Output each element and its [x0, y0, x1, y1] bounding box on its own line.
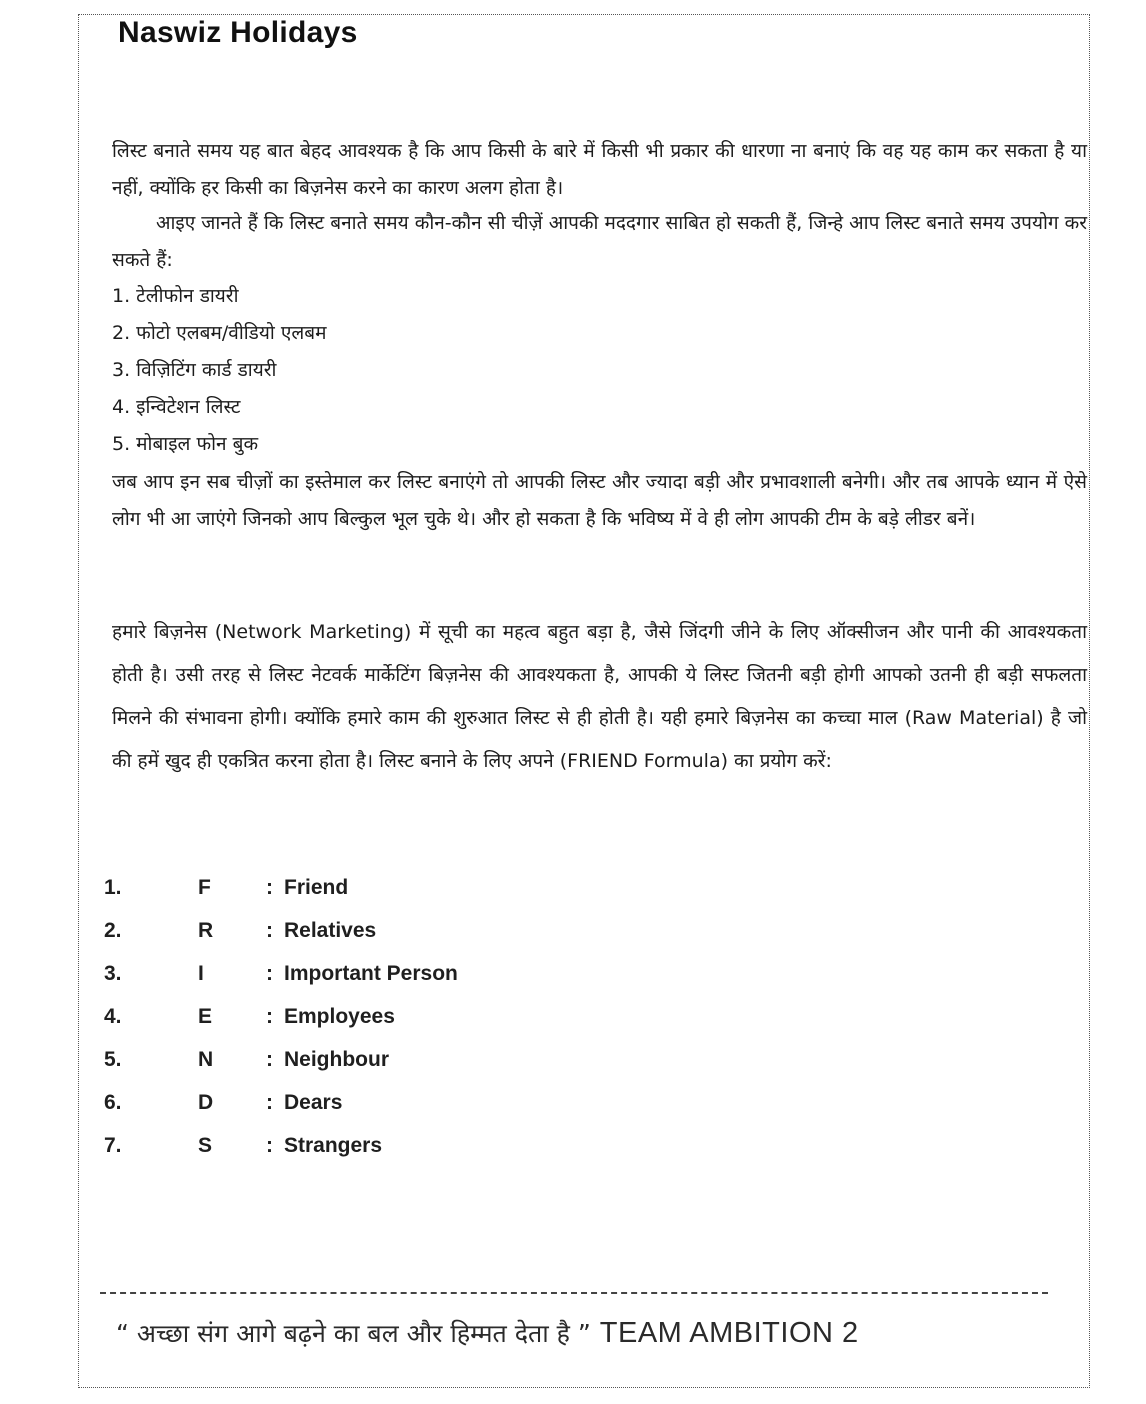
page-title: Naswiz Holidays	[118, 16, 358, 49]
friend-formula-item	[104, 1038, 624, 1081]
item-colon: :	[266, 1134, 273, 1157]
item-word: Dears	[284, 1091, 343, 1114]
item-word: Neighbour	[284, 1048, 389, 1071]
source-list	[112, 278, 326, 463]
paragraph-intro: लिस्ट बनाते समय यह बात बेहद आवश्यक है कि आप किसी के बारे में किसी भी प्रकार की धारणा ना बनाएं कि वह यह काम कर सकता है या नहीं, क्योंकि हर किसी का बिज़नेस करने का कारण अलग होता है।	[112, 140, 1087, 199]
footer-divider	[100, 1292, 1048, 1294]
item-number: 6.	[104, 1091, 122, 1114]
friend-formula-list	[104, 866, 624, 1167]
friend-formula-item	[104, 866, 624, 909]
item-number: 5.	[104, 1048, 122, 1071]
item-colon: :	[266, 876, 273, 899]
item-letter: F	[198, 876, 211, 899]
item-number: 2.	[104, 919, 122, 942]
friend-formula-item	[104, 1124, 624, 1167]
item-colon: :	[266, 1048, 273, 1071]
list-item: 2. फोटो एलबम/वीडियो एलबम	[112, 322, 327, 344]
footer-team-name: TEAM AMBITION 2	[599, 1317, 859, 1349]
item-letter: R	[198, 919, 214, 942]
list-item: 1. टेलीफोन डायरी	[112, 285, 239, 307]
item-letter: I	[198, 962, 204, 985]
item-word: Strangers	[284, 1134, 383, 1157]
item-word: Employees	[284, 1005, 395, 1028]
item-colon: :	[266, 1005, 273, 1028]
paragraph-list-sources: आइए जानते हैं कि लिस्ट बनाते समय कौन-कौन सी चीज़ें आपकी मददगार साबित हो सकती हैं, जिन्हे आप लिस्ट बनाते समय उपयोग कर सकते हैं:	[112, 212, 1087, 271]
item-colon: :	[266, 919, 273, 942]
paragraph-list-benefit: जब आप इन सब चीज़ों का इस्तेमाल कर लिस्ट बनाएंगे तो आपकी लिस्ट और ज्यादा बड़ी और प्रभावशाली बनेगी। और तब आपके ध्यान में ऐसे लोग भी आ जाएंगे जिनको आप बिल्कुल भूल चुके थे। और हो सकता है कि भविष्य में वे ही लोग आपकी टीम के बड़े लीडर बनें।	[112, 471, 1087, 530]
item-colon: :	[266, 962, 273, 985]
item-number: 3.	[104, 962, 122, 985]
item-letter: D	[198, 1091, 214, 1114]
friend-formula-item	[104, 1081, 624, 1124]
footer-motto	[116, 1316, 1056, 1350]
list-item: 5. मोबाइल फोन बुक	[112, 433, 259, 455]
paragraph-network-marketing: हमारे बिज़नेस (Network Marketing) में सूची का महत्व बहुत बड़ा है, जैसे जिंदगी जीने के लिए ऑक्सीजन और पानी की आवश्यकता होती है। उसी तरह से लिस्ट नेटवर्क मार्केटिंग बिज़नेस की आवश्यकता है, आपकी ये लिस्ट जितनी बड़ी होगी आपको उतनी ही बड़ी सफलता मिलने की संभावना होगी। क्योंकि हमारे काम की शुरुआत लिस्ट से ही होती है। यही हमारे बिज़नेस का कच्चा माल (Raw Material) है जो की हमें खुद ही एकत्रित करना होता है। लिस्ट बनाने के लिए अपने (FRIEND Formula) का प्रयोग करें:	[112, 621, 1087, 772]
item-letter: N	[198, 1048, 214, 1071]
friend-formula-item	[104, 909, 624, 952]
list-item: 4. इन्विटेशन लिस्ट	[112, 396, 241, 418]
list-item: 3. विज़िटिंग कार्ड डायरी	[112, 359, 277, 381]
item-number: 7.	[104, 1134, 122, 1157]
item-letter: S	[198, 1134, 213, 1157]
item-number: 4.	[104, 1005, 122, 1028]
item-word: Friend	[284, 876, 349, 899]
item-colon: :	[266, 1091, 273, 1114]
footer-quote: “ अच्छा संग आगे बढ़ने का बल और हिम्मत देता है ”	[116, 1319, 591, 1348]
item-letter: E	[198, 1005, 213, 1028]
item-number: 1.	[104, 876, 122, 899]
friend-formula-item	[104, 952, 624, 995]
item-word: Important Person	[284, 962, 458, 985]
item-word: Relatives	[284, 919, 377, 942]
friend-formula-item	[104, 995, 624, 1038]
